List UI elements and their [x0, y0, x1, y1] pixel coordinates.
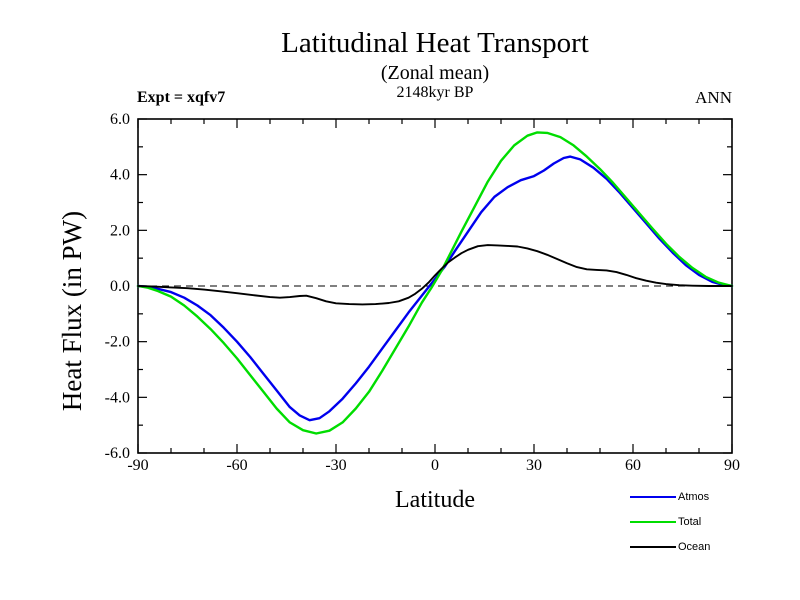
y-tick-label: 4.0 [110, 166, 130, 184]
y-tick-label: 0.0 [110, 278, 130, 295]
series-line-ocean [138, 245, 732, 304]
chart-title: Latitudinal Heat Transport [281, 27, 589, 59]
y-tick-label: -4.0 [104, 389, 130, 407]
x-tick-label: 30 [526, 457, 542, 474]
y-tick-label: -2.0 [104, 333, 130, 351]
y-tick-label: 2.0 [110, 222, 130, 240]
y-tick-label: 6.0 [110, 111, 130, 128]
legend-item-atmos [630, 490, 710, 504]
x-tick-label: -30 [325, 457, 347, 474]
legend-line-ocean [630, 546, 676, 548]
chart-subtitle: (Zonal mean) [380, 62, 490, 84]
legend-label-ocean: Ocean [678, 541, 711, 553]
x-axis-label: Latitude [395, 487, 475, 513]
legend-label-atmos: Atmos [678, 491, 710, 503]
y-axis-label: Heat Flux (in PW) [57, 210, 87, 412]
legend-item-ocean [630, 540, 710, 554]
legend-line-atmos [630, 496, 676, 498]
legend-item-total [630, 515, 710, 529]
y-tick-label: -6.0 [104, 445, 130, 462]
legend-line-total [630, 521, 676, 523]
legend-label-total: Total [678, 516, 702, 528]
season-label: ANN [695, 88, 732, 107]
legend [630, 490, 710, 565]
x-tick-label: 60 [625, 457, 641, 474]
series-line-atmos [138, 157, 732, 421]
x-tick-label: -90 [127, 457, 149, 474]
x-tick-label: -60 [226, 457, 248, 474]
period-label: 2148kyr BP [396, 84, 474, 101]
x-tick-label: 0 [431, 457, 439, 474]
series-line-total [138, 132, 732, 433]
experiment-label: Expt = xqfv7 [137, 89, 226, 106]
x-tick-label: 90 [724, 457, 740, 474]
